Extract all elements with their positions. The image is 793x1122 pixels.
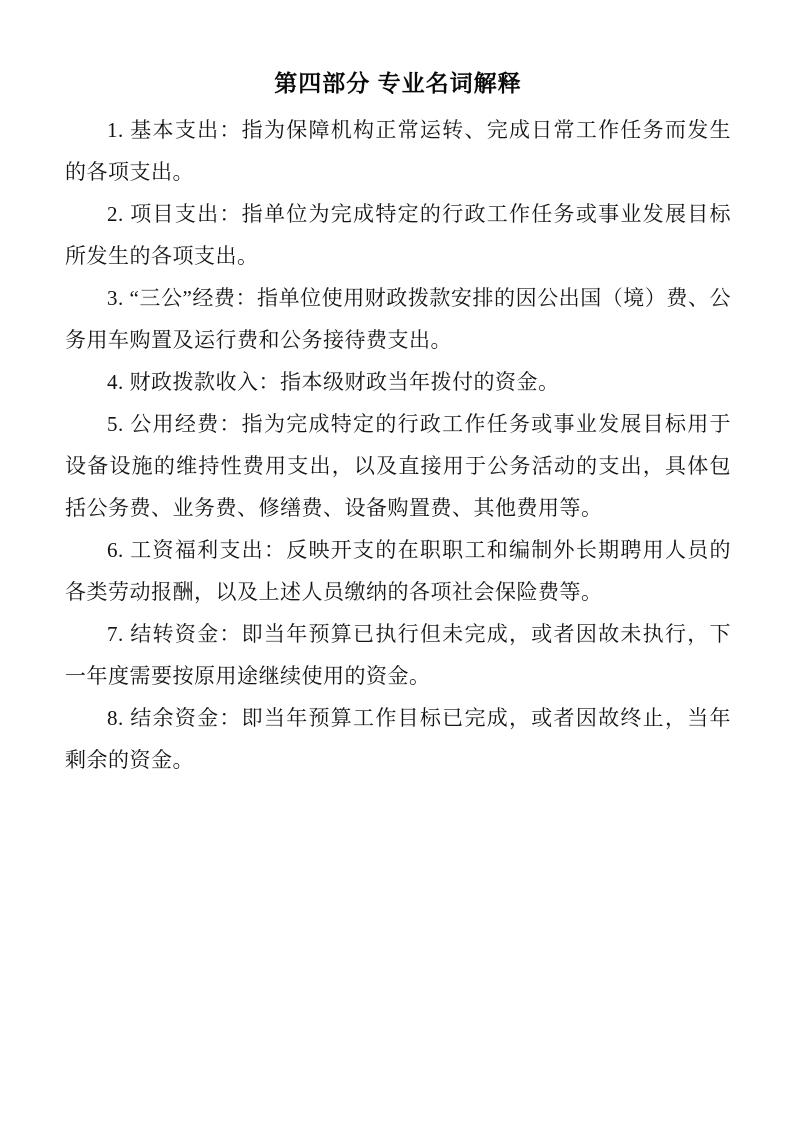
paragraph-basic-expenditure: 1. 基本支出：指为保障机构正常运转、完成日常工作任务而发生的各项支出。 [65, 118, 731, 184]
paragraph-salary-welfare-expenditure: 6. 工资福利支出：反映开支的在职职工和编制外长期聘用人员的各类劳动报酬，以及上述人员缴纳的各项社会保险费等。 [65, 538, 731, 604]
paragraph-project-expenditure: 2. 项目支出：指单位为完成特定的行政工作任务或事业发展目标所发生的各项支出。 [65, 202, 731, 268]
paragraph-surplus-funds: 8. 结余资金：即当年预算工作目标已完成，或者因故终止，当年剩余的资金。 [65, 706, 731, 772]
page-title: 第四部分 专业名词解释 [274, 70, 522, 96]
paragraph-three-public-funds: 3. “三公”经费：指单位使用财政拨款安排的因公出国（境）费、公务用车购置及运行费和公务接待费支出。 [65, 286, 731, 352]
paragraph-fiscal-appropriation-income: 4. 财政拨款收入：指本级财政当年拨付的资金。 [107, 370, 560, 394]
paragraph-public-operating-funds: 5. 公用经费：指为完成特定的行政工作任务或事业发展目标用于设备设施的维持性费用支出，以及直接用于公务活动的支出，具体包括公务费、业务费、修缮费、设备购置费、其他费用等。 [65, 412, 731, 520]
paragraph-carryover-funds: 7. 结转资金：即当年预算已执行但未完成，或者因故未执行，下一年度需要按原用途继续使用的资金。 [65, 622, 731, 688]
